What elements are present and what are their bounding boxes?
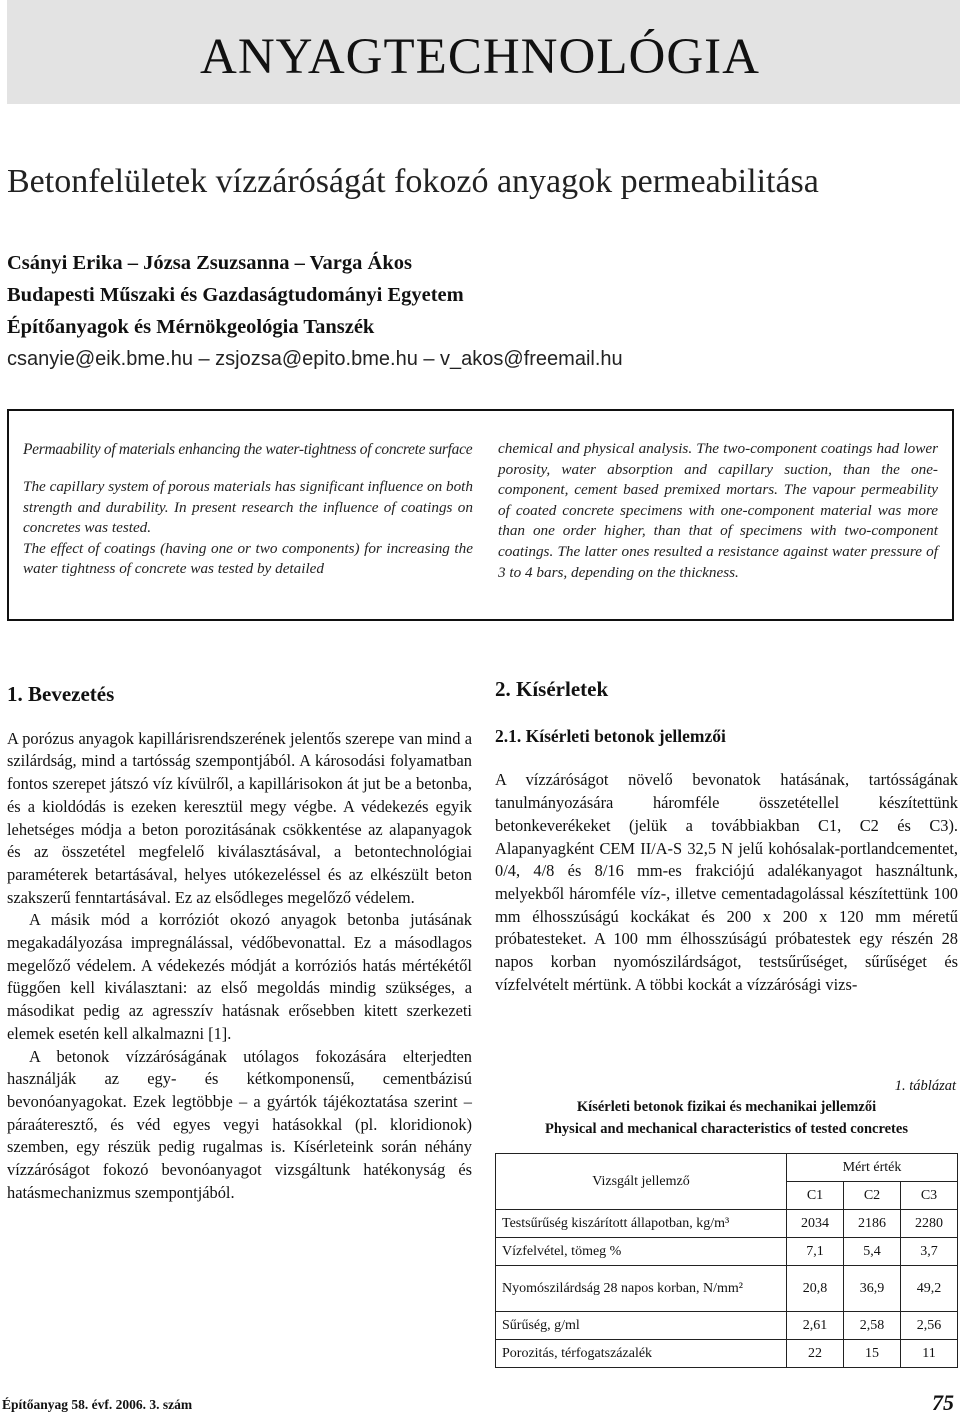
table-cell: 15 bbox=[844, 1340, 901, 1368]
table-cell: 2034 bbox=[787, 1210, 844, 1238]
table-cell: 5,4 bbox=[844, 1238, 901, 1266]
abstract-title: Permaability of materials enhancing the water-tightness of concrete surface bbox=[23, 441, 473, 458]
table-row-label: Porozitás, térfogatszázalék bbox=[496, 1340, 787, 1368]
table-row bbox=[496, 1340, 958, 1368]
table-caption-en: Physical and mechanical characteristics of tested concretes bbox=[545, 1121, 908, 1137]
subsection-heading: 2.1. Kísérleti betonok jellemzői bbox=[495, 725, 726, 746]
table-cell: 20,8 bbox=[787, 1266, 844, 1312]
body-paragraph: A betonok vízzáróságának utólagos fokozására elterjedten használják az egy- és kétkomponensű, cementbázisú bevonóanyagokat. Ezek legtöbbje – a gyártók tájékoztatása szerint – páraáteresztő, és véd egyes vegyi hatásokkal (pl. kloridionok) szemben, egy részük pedig rugalmas is. Kísérleteink során néhány vízzáróságot fokozó bevonóanyagot vizsgáltunk hatékonyság és hatásmechanizmus szempontjából. bbox=[7, 1046, 472, 1202]
table-row bbox=[496, 1312, 958, 1340]
table-row-label: Nyomószilárdság 28 napos korban, N/mm² bbox=[496, 1266, 787, 1312]
table-header-measured: Mért érték bbox=[787, 1154, 958, 1182]
body-paragraph: A másik mód a korróziót okozó anyagok betonba jutásának megakadályozása impregnálással, védőbevonattal. Ez a másodlagos megelőző védelem. A védekezés módját a korróziós hatás mértékétől függően kell kiválasztani: az első megoldás mindig szükséges, a másodikat pedig az agresszív hatásnak erősebben kitett szerkezeti elemek esetén kell alkalmazni [1]. bbox=[7, 910, 472, 1043]
table-cell: 22 bbox=[787, 1340, 844, 1368]
page-number: 75 bbox=[932, 1390, 954, 1415]
body-left-column bbox=[7, 683, 472, 1204]
table-header-property: Vizsgált jellemző bbox=[496, 1154, 787, 1210]
body-paragraph: A vízzáróságot növelő bevonatok hatásának, tartósságának tanulmányozására háromféle összetétellel készítettünk betonkeverékeket (jelük a továbbiakban C1, C2 és C3). Alapanyagként CEM II/A-S 32,5 N jelű kohósalak-portlandcementet, 0/4, 4/8 és 8/16 mm-es frakciójú adalékanyagot használtunk, melyekből háromféle víz-, illetve cementadagolással készítettünk 100 mm élhosszúságú kockákat és 200 x 200 x 120 mm méretű próbatesteket. A 100 mm élhosszúságú próbatestek egy részén 28 napos korban nyomószilárdságot, testsűrűséget, sűrűséget és vízfelvételt mértünk. A többi kockát a vízzárósági vizs- bbox=[495, 770, 958, 994]
table-row-label: Testsűrűség kiszárított állapotban, kg/m³ bbox=[496, 1210, 787, 1238]
journal-title: ANYAGTECHNOLÓGIA bbox=[200, 29, 760, 85]
table-col-header: C3 bbox=[901, 1182, 958, 1210]
abstract-paragraph: The effect of coatings (having one or two components) for increasing the water tightness of concrete was tested by detailed bbox=[23, 539, 473, 578]
table-col-header: C1 bbox=[787, 1182, 844, 1210]
section-heading-introduction: 1. Bevezetés bbox=[7, 682, 115, 706]
abstract-right-column bbox=[498, 439, 938, 583]
table-row-label: Sűrűség, g/ml bbox=[496, 1312, 787, 1340]
table-cell: 2,58 bbox=[844, 1312, 901, 1340]
table-row bbox=[496, 1266, 958, 1312]
abstract-paragraph: The capillary system of porous materials has significant influence on both strength and durability. In present research the influence of coatings on concretes was tested. bbox=[23, 478, 473, 537]
table-header-row bbox=[496, 1154, 958, 1182]
table-caption-hu: Kísérleti betonok fizikai és mechanikai jellemzői bbox=[576, 1099, 877, 1115]
abstract-left-column bbox=[23, 439, 473, 580]
english-abstract-box bbox=[7, 409, 954, 621]
body-paragraph: A porózus anyagok kapillárisrendszerének jelentős szerepe van mind a szilárdság, mind a tartósság szempontjából. A károsodási folyamatban fontos szerepet játszó víz kívülről, a kapillárisokon át jut be a betonba, és a kioldódás is ezeken keresztül megy végbe. A védekezés egyik lehetséges módja a beton porozitásának csökkentése az alapanyagok és az összetétel megfelelő kiválasztásával, a betontechnológiai paraméterek betartásával, helyes utókezeléssel és az elkészült beton szakszerű fenntartásával. Ez az elsődleges megelőző védelem. bbox=[7, 728, 472, 907]
table-row-label: Vízfelvétel, tömeg % bbox=[496, 1238, 787, 1266]
affiliation-department: Építőanyagok és Mérnökgeológia Tanszék bbox=[7, 316, 375, 338]
table-cell: 49,2 bbox=[901, 1266, 958, 1312]
table-cell: 2280 bbox=[901, 1210, 958, 1238]
authors: Csányi Erika – Józsa Zsuzsanna – Varga Ákos bbox=[7, 252, 412, 274]
section-heading-experiments: 2. Kísérletek bbox=[495, 677, 609, 701]
footer-journal-issue: Építőanyag 58. évf. 2006. 3. szám bbox=[2, 1397, 193, 1412]
table-cell: 36,9 bbox=[844, 1266, 901, 1312]
author-emails: csanyie@eik.bme.hu – zsjozsa@epito.bme.hu – v_akos@freemail.hu bbox=[7, 348, 623, 370]
table-cell: 2,61 bbox=[787, 1312, 844, 1340]
table-col-header: C2 bbox=[844, 1182, 901, 1210]
body-right-column bbox=[495, 678, 958, 996]
table-cell: 2,56 bbox=[901, 1312, 958, 1340]
table-row bbox=[496, 1210, 958, 1238]
table-cell: 3,7 bbox=[901, 1238, 958, 1266]
article-title: Betonfelületek vízzáróságát fokozó anyagok permeabilitása bbox=[7, 163, 819, 200]
data-table bbox=[495, 1153, 958, 1368]
author-block bbox=[7, 247, 623, 375]
table-cell: 2186 bbox=[844, 1210, 901, 1238]
table-number: 1. táblázat bbox=[894, 1078, 956, 1094]
abstract-paragraph: chemical and physical analysis. The two-component coatings had lower porosity, water absorption and capillary suction, than the one-component, cement based premixed mortars. The vapour permeability of coated concrete specimens with one-component material was more than one order higher, than that of specimens with two-component coatings. The latter ones resulted a resistance against water pressure of 3 to 4 bars, depending on the thickness. bbox=[498, 440, 938, 581]
table-row bbox=[496, 1238, 958, 1266]
table-cell: 11 bbox=[901, 1340, 958, 1368]
affiliation-university: Budapesti Műszaki és Gazdaságtudományi Egyetem bbox=[7, 284, 464, 306]
table-cell: 7,1 bbox=[787, 1238, 844, 1266]
